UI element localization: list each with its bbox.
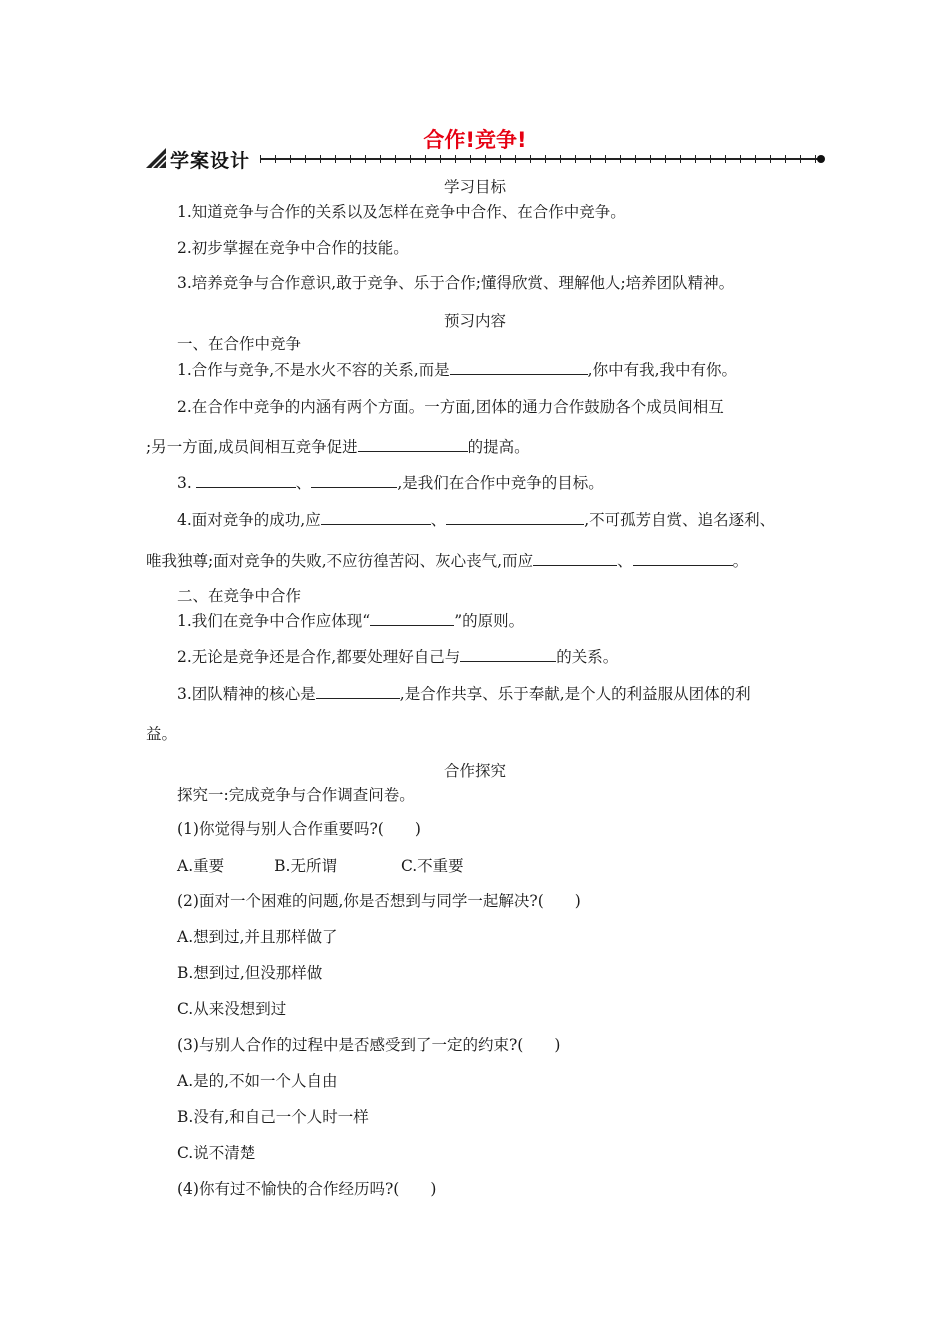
part2-heading: 二、在竞争中合作	[177, 587, 302, 605]
preview-heading: 预习内容	[443, 312, 506, 330]
option-row	[177, 856, 464, 876]
banner-end-dot	[817, 155, 825, 163]
goal-item: 3.培养竞争与合作意识,敢于竞争、乐于合作;懂得欣赏、理解他人;培养团队精神。	[177, 274, 735, 292]
option-label[interactable]: C.说不清楚	[177, 1144, 256, 1162]
banner-line	[260, 158, 820, 160]
question-text: 2.无论是竞争还是合作,都要处理好自己与	[177, 648, 461, 666]
question-text: 唯我独尊;面对竞争的失败,不应彷徨苦闷、灰心丧气,而应	[146, 552, 534, 570]
question-text: 。	[732, 552, 749, 570]
answer-blank[interactable]	[533, 551, 617, 566]
banner-label: 学案设计	[170, 150, 251, 172]
question-text: 的关系。	[556, 648, 619, 666]
option-label[interactable]: B.没有,和自己一个人时一样	[177, 1108, 369, 1126]
question-text: 、	[617, 552, 633, 570]
question-text: 的提高。	[467, 438, 530, 456]
answer-blank[interactable]	[450, 360, 588, 375]
question-text: ,不可孤芳自赏、追名逐利、	[584, 511, 776, 529]
question-text: ”的原则。	[454, 612, 525, 630]
question-line	[177, 611, 524, 631]
goal-item: 1.知道竞争与合作的关系以及怎样在竞争中合作、在合作中竞争。	[177, 203, 626, 221]
question-text: 、	[430, 511, 447, 529]
option-label[interactable]: A.重要	[177, 857, 225, 875]
explore-heading: 合作探究	[443, 762, 506, 780]
option-label[interactable]: A.想到过,并且那样做了	[177, 928, 338, 946]
survey-question: (1)你觉得与别人合作重要吗?( )	[177, 820, 421, 838]
answer-blank[interactable]	[633, 551, 733, 566]
option-label[interactable]: A.是的,不如一个人自由	[177, 1072, 338, 1090]
question-line	[177, 684, 751, 704]
question-text: 3.	[177, 474, 192, 492]
page-title: 合作!竞争!	[423, 128, 527, 152]
question-line: 2.在合作中竞争的内涵有两个方面。一方面,团体的通力合作鼓励各个成员间相互	[177, 398, 724, 416]
survey-question: (3)与别人合作的过程中是否感受到了一定的约束?( )	[177, 1036, 561, 1054]
option-label[interactable]: B.想到过,但没那样做	[177, 964, 323, 982]
question-line	[146, 437, 530, 457]
question-text: ,你中有我,我中有你。	[587, 361, 738, 379]
answer-blank[interactable]	[311, 473, 397, 488]
question-text: ,是我们在合作中竞争的目标。	[397, 474, 604, 492]
question-text: ;另一方面,成员间相互竞争促进	[146, 438, 358, 456]
question-text: 4.面对竞争的成功,应	[177, 511, 321, 529]
answer-blank[interactable]	[446, 510, 584, 525]
answer-blank[interactable]	[316, 684, 400, 699]
question-line	[177, 647, 618, 667]
answer-blank[interactable]	[321, 510, 431, 525]
question-text: 、	[295, 474, 312, 492]
question-line	[177, 360, 737, 380]
option-label[interactable]: C.从来没想到过	[177, 1000, 287, 1018]
option-label[interactable]: C.不重要	[400, 857, 464, 875]
section-banner	[146, 146, 826, 172]
goals-heading: 学习目标	[443, 178, 506, 196]
explore-intro: 探究一:完成竞争与合作调查问卷。	[177, 786, 415, 804]
question-line: 益。	[146, 725, 178, 743]
answer-blank[interactable]	[370, 611, 454, 626]
question-text: ,是合作共享、乐于奉献,是个人的利益服从团体的利	[399, 685, 751, 703]
question-line	[177, 510, 775, 530]
survey-question: (4)你有过不愉快的合作经历吗?( )	[177, 1180, 437, 1198]
answer-blank[interactable]	[196, 473, 296, 488]
question-text: 3.团队精神的核心是	[177, 685, 316, 703]
survey-question: (2)面对一个困难的问题,你是否想到与同学一起解决?( )	[177, 892, 581, 910]
question-line	[177, 473, 604, 493]
question-line	[146, 551, 748, 571]
banner-triangle-icon	[146, 148, 166, 168]
answer-blank[interactable]	[358, 437, 468, 452]
question-text: 1.合作与竞争,不是水火不容的关系,而是	[177, 361, 450, 379]
part1-heading: 一、在合作中竞争	[177, 335, 302, 353]
option-label[interactable]: B.无所谓	[274, 857, 337, 875]
goal-item: 2.初步掌握在竞争中合作的技能。	[177, 239, 409, 257]
question-text: 1.我们在竞争中合作应体现“	[177, 612, 371, 630]
answer-blank[interactable]	[460, 647, 556, 662]
